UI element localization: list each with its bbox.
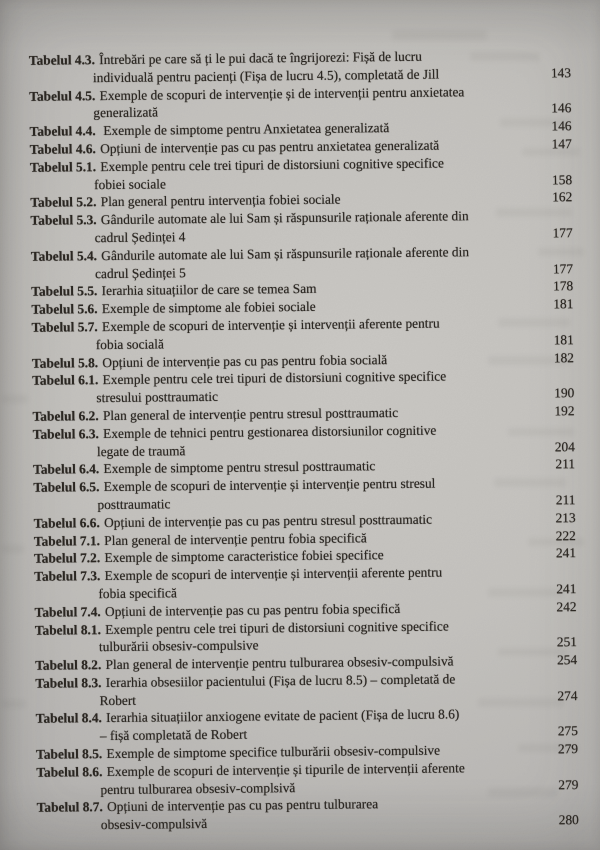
table-title-text: Plan general pentru intervenția fobiei sociale	[100, 191, 341, 210]
page-number: 177	[552, 225, 573, 241]
table-title-text: Exemple de scopuri de intervenție și intervenție pentru stresul	[103, 475, 436, 495]
table-title-text: pentru tulburarea obsesiv-complsivă	[100, 779, 296, 797]
table-title-text: cadrul Ședinței 5	[94, 264, 186, 281]
table-title-text: legate de traumă	[96, 442, 186, 459]
table-title-text: Opțiuni de intervenție pas cu pas pentru anxietatea generalizată	[100, 137, 440, 157]
table-number-label: Tabelul 5.2.	[30, 194, 97, 211]
page-number: 280	[558, 812, 579, 828]
table-number-label: Tabelul 5.4.	[30, 247, 98, 264]
table-title-text: Exemple pentru cele trei tipuri de distorsiuni cognitive specifice	[102, 368, 447, 388]
table-title-text: Plan general de intervenție pentru fobia specifică	[104, 529, 367, 548]
table-title-text: posttraumatic	[97, 496, 171, 513]
table-number-label: Tabelul 5.8.	[31, 354, 99, 371]
table-title-text: Robert	[99, 692, 137, 708]
page-number: 242	[556, 598, 577, 615]
table-number-label: Tabelul 4.6.	[29, 141, 96, 157]
page-number: 251	[556, 634, 578, 650]
page-number: 211	[555, 492, 576, 508]
table-title-text: Întrebări pe care să ți le pui dacă te îngrijorezi: Fișă de lucru	[99, 48, 423, 68]
table-title-text: fobia specifică	[98, 585, 177, 602]
table-title-text: stresului posttraumatic	[96, 388, 219, 406]
table-title-text: cadrul Ședinței 4	[94, 229, 186, 246]
table-title-text: Exemple de tehnici pentru gestionarea distorsiunilor cognitive	[103, 422, 437, 441]
page-number: 190	[554, 385, 575, 401]
table-title-text: Ierarhia situațiilor de care se temea Sam	[101, 281, 317, 299]
table-number-label: Tabelul 7.1.	[33, 532, 101, 549]
table-title-text: Exemple de scopuri de intervenție și tipurile de intervenții aferente	[106, 760, 465, 779]
page-number: 275	[557, 723, 578, 739]
table-number-label: Tabelul 8.5.	[36, 746, 103, 762]
page-number: 222	[555, 527, 576, 543]
table-number-label: Tabelul 5.3.	[30, 212, 97, 228]
page-number: 211	[555, 456, 576, 472]
table-title-text: Gândurile automate ale lui Sam și răspunsurile raționale aferente din	[101, 243, 470, 263]
table-title-text: fobia socială	[95, 336, 164, 352]
table-number-label: Tabelul 4.4.	[29, 123, 96, 140]
page-number: 279	[558, 776, 579, 792]
table-title-text: – fișă completată de Robert	[99, 726, 248, 744]
table-number-label: Tabelul 6.6.	[33, 514, 100, 531]
table-title-text: Plan general de intervenție pentru stresul posttraumatic	[102, 404, 399, 423]
table-number-label: Tabelul 6.4.	[33, 461, 100, 478]
table-number-label: Tabelul 8.6.	[36, 763, 103, 780]
table-number-label: Tabelul 6.3.	[32, 425, 99, 442]
page-number: 162	[552, 189, 573, 205]
table-number-label: Tabelul 5.7.	[31, 319, 98, 335]
page-number: 178	[553, 278, 574, 294]
table-title-text: Exemple de simptome caracteristice fobiei specifice	[104, 547, 384, 566]
page-number: 241	[556, 581, 577, 597]
page-number: 279	[557, 741, 579, 757]
page-number: 158	[551, 171, 573, 187]
page-number: 182	[553, 349, 575, 365]
page-number: 241	[555, 545, 577, 561]
table-title-text: Opțiuni de intervenție pas cu pas pentru fobia socială	[102, 351, 388, 370]
table-title-text: Gândurile automate ale lui Sam și răspunsurile raționale aferente din	[100, 208, 469, 228]
page-number: 146	[551, 100, 572, 116]
table-title-text: individuală pentru pacienți (Fișa de lucru 4.5), completată de Jill	[92, 66, 440, 85]
table-title-text: tulburării obsesiv-compulsive	[98, 637, 259, 655]
page-number: 181	[553, 296, 574, 312]
table-number-label: Tabelul 8.3.	[35, 674, 102, 691]
page-number: 146	[551, 118, 572, 134]
table-title-text: Opțiuni de intervenție pas cu pas pentru stresul posttraumatic	[103, 511, 433, 530]
table-title-text: generalizată	[93, 104, 159, 121]
table-title-text: fobiei sociale	[94, 175, 166, 192]
table-number-label: Tabelul 6.2.	[32, 408, 99, 424]
table-title-text: Plan general de intervenție pentru tulburarea obsesiv-compulsivă	[105, 653, 454, 673]
page-number: 254	[556, 652, 578, 668]
table-number-label: Tabelul 4.3.	[28, 52, 96, 68]
table-title-text: obsesiv-compulsivă	[100, 816, 208, 833]
page-number: 204	[554, 438, 575, 454]
table-number-label: Tabelul 7.3.	[34, 568, 101, 584]
table-number-label: Tabelul 5.1.	[29, 158, 97, 175]
page-number: 143	[550, 64, 572, 81]
page-number: 192	[554, 403, 575, 419]
table-title-text: Opțiuni de intervenție pas cu pas pentru fobia specifică	[104, 600, 401, 619]
table-title-text: Exemple de simptome ale fobiei sociale	[101, 298, 316, 317]
table-title-text: Exemple de simptome pentru stresul posttraumatic	[103, 458, 376, 477]
page-number: 177	[552, 260, 574, 276]
table-number-label: Tabelul 8.7.	[36, 799, 103, 816]
table-title-text: Ierarhia obsesiilor pacientului (Fișa de lucru 8.5) – completată de	[105, 671, 456, 690]
table-title-text: Exemple de scopuri de intervenție și intervenții aferente pentru	[104, 564, 443, 584]
table-number-label: Tabelul 8.1.	[34, 621, 101, 638]
table-title-text: Exemple pentru cele trei tipuri de distorsiuni cognitive specifice	[105, 617, 449, 637]
page-number: 147	[551, 136, 572, 152]
table-title-text: Exemple de simptome specifice tulburării obsesiv-compulsive	[106, 742, 441, 762]
table-number-label: Tabelul 5.5.	[31, 283, 98, 300]
table-number-label: Tabelul 8.4.	[35, 710, 102, 727]
table-title-text: Exemple de scopuri de intervenție și intervenții aferente pentru	[101, 315, 440, 335]
table-number-label: Tabelul 6.5.	[33, 479, 100, 495]
table-number-label: Tabelul 8.2.	[35, 657, 102, 673]
table-number-label: Tabelul 4.5.	[29, 87, 96, 104]
table-title-text: Exemple de scopuri de intervenție și de intervenții pentru anxietatea	[99, 83, 465, 103]
table-number-label: Tabelul 5.6.	[31, 301, 98, 317]
table-title-text: Opțiuni de intervenție pas cu pas pentru tulburarea	[106, 796, 379, 815]
table-title-text: Exemple de simptome pentru Anxietatea generalizată	[99, 120, 390, 139]
page-number: 181	[553, 331, 574, 348]
table-number-label: Tabelul 7.4.	[34, 603, 101, 620]
table-number-label: Tabelul 6.1.	[32, 372, 99, 389]
table-number-label: Tabelul 7.2.	[33, 550, 101, 567]
page-number: 274	[557, 687, 578, 704]
page-number: 213	[555, 509, 576, 526]
table-title-text: Exemple pentru cele trei tipuri de distorsiuni cognitive specifice	[100, 155, 444, 174]
table-title-text: Ierarhia situațiilor anxiogene evitate de pacient (Fișa de lucru 8.6)	[106, 706, 460, 726]
